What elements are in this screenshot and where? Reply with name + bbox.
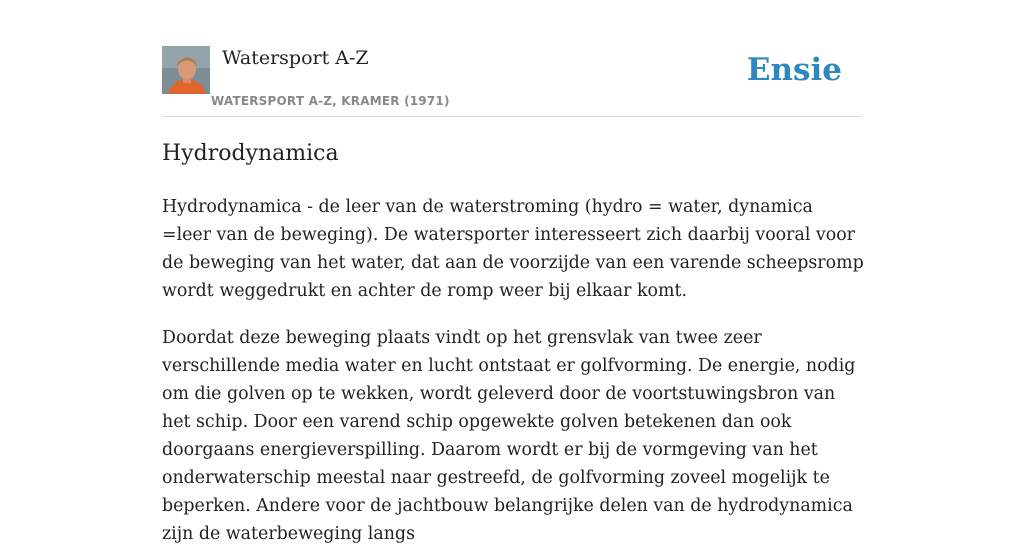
source-avatar[interactable] <box>162 46 210 94</box>
article-paragraph: Doordat deze beweging plaats vindt op het grensvlak van twee zeer verschillende media water en lucht ontstaat er golfvorming. De energie, nodig om die golven op te wekken, wordt geleverd door de voortstuwingsbron van het schip. Door een varend schip opgewekte golven betekenen dan ook doorgaans energieverspilling. Daarom wordt er bij de vormgeving van het onderwaterschip meestal naar gestreefd, de golfvorming zoveel mogelijk te beperken. Andere voor de jachtbouw belangrijke delen van de hydrodynamica zijn de waterbeweging langs <box>162 328 856 544</box>
source-name[interactable]: Watersport A-Z <box>222 47 369 69</box>
article <box>162 138 864 548</box>
person-avatar-icon <box>162 46 210 94</box>
article-paragraph: Hydrodynamica - de leer van de waterstroming (hydro = water, dynamica =leer van de beweging). De watersporter interesseert zich daarbij vooral voor de beweging van het water, dat aan de voorzijde van een varende scheepsromp wordt weggedrukt en achter de romp weer bij elkaar komt. <box>162 197 864 301</box>
page-header <box>162 46 862 117</box>
source-subtitle: WATERSPORT A-Z, KRAMER (1971) <box>211 94 450 108</box>
ensie-logo[interactable]: Ensie <box>746 52 842 88</box>
article-title: Hydrodynamica <box>162 141 339 166</box>
